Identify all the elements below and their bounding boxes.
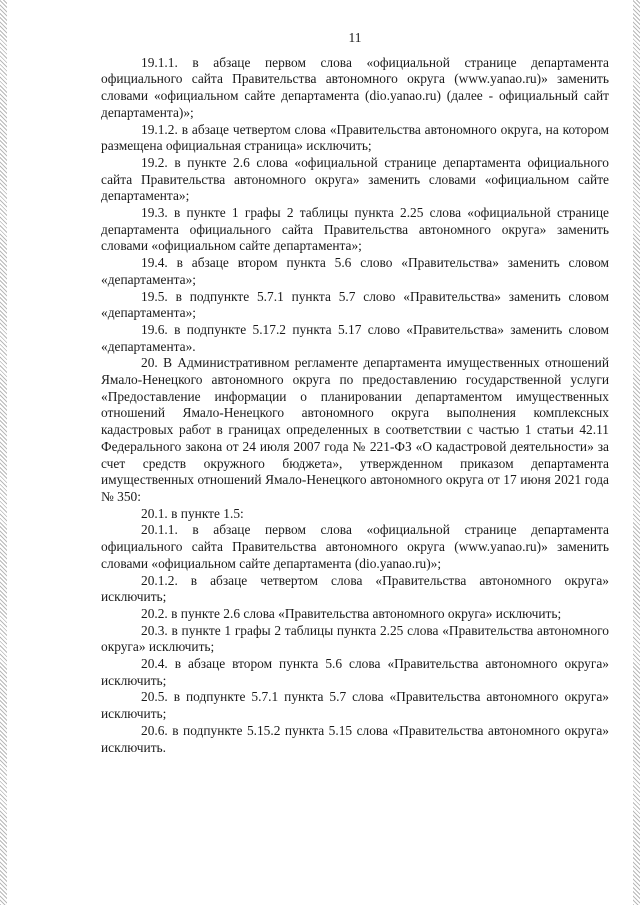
paragraph-20-1: 20.1. в пункте 1.5: (141, 505, 244, 521)
paragraph-19-4: 19.4. в абзаце втором пункта 5.6 слово «Правительства» заменить словом «департамента»; (101, 255, 609, 287)
paragraph-20-1-1: 20.1.1. в абзаце первом слова «официальной странице департамента официального сайта Правительства автономного округа (www.yanao.ru)» заменить словами «официальном сайте департамента (dio.yanao.ru)»; (101, 522, 609, 571)
paragraph-20: 20. В Административном регламенте департамента имущественных отношений Ямало-Ненецкого автономного округа по предоставлению государственной услуги «Предоставление информации о планировании департаментом имущественных отношений Ямало-Ненецкого автономного округа выполнения комплексных кадастровых работ в границах определенных в соответствии с частью 1 статьи 42.11 Федерального закона от 24 июля 2007 года № 221-ФЗ «О кадастровой деятельности» за счет средств окружного бюджета», утвержденном приказом департамента имущественных отношений Ямало-Ненецкого автономного округа от 17 июня 2021 года № 350: (101, 355, 609, 504)
paragraph-19-5: 19.5. в подпункте 5.7.1 пункта 5.7 слово «Правительства» заменить словом «департамента»; (101, 288, 609, 321)
paragraph-20-3: 20.3. в пункте 1 графы 2 таблицы пункта 2.25 слова «Правительства автономного округа» исключить; (101, 622, 609, 655)
paragraph-19-2: 19.2. в пункте 2.6 слова «официальной странице департамента официального сайта Правительства автономного округа» заменить словами «официальном сайте департамента»; (101, 154, 609, 204)
paragraph-20-1-2: 20.1.2. в абзаце четвертом слова «Правительства автономного округа» исключить; (101, 572, 609, 605)
paragraph-20-2: 20.2. в пункте 2.6 слова «Правительства автономного округа» исключить; (141, 605, 562, 621)
document-page (101, 30, 609, 756)
paragraph-19-1-1: 19.1.1. в абзаце первом слова «официальной странице департамента официального сайта Правительства автономного округа (www.yanao.ru)» заменить словами «официальном сайте департамента (dio.yanao.ru) (далее - официальный сайт департамента)»; (101, 54, 609, 120)
paragraph-20-6: 20.6. в подпункте 5.15.2 пункта 5.15 слова «Правительства автономного округа» исключить. (101, 722, 609, 755)
paragraph-19-1-2: 19.1.2. в абзаце четвертом слова «Правительства автономного округа, на котором размещена официальная страница» исключить; (101, 121, 609, 154)
scan-edge-right (633, 0, 640, 905)
paragraph-19-6: 19.6. в подпункте 5.17.2 пункта 5.17 слово «Правительства» заменить словом «департамента». (101, 321, 609, 354)
paragraph-20-4: 20.4. в абзаце втором пункта 5.6 слова «Правительства автономного округа» исключить; (101, 656, 609, 688)
scan-edge-left (0, 0, 7, 905)
paragraph-20-5: 20.5. в подпункте 5.7.1 пункта 5.7 слова «Правительства автономного округа» исключить; (101, 689, 609, 722)
paragraph-19-3: 19.3. в пункте 1 графы 2 таблицы пункта 2.25 слова «официальной странице департамента официального сайта Правительства автономного округа» заменить словами «официальном сайте департамента»; (101, 205, 609, 254)
page-number: 11 (348, 30, 362, 45)
